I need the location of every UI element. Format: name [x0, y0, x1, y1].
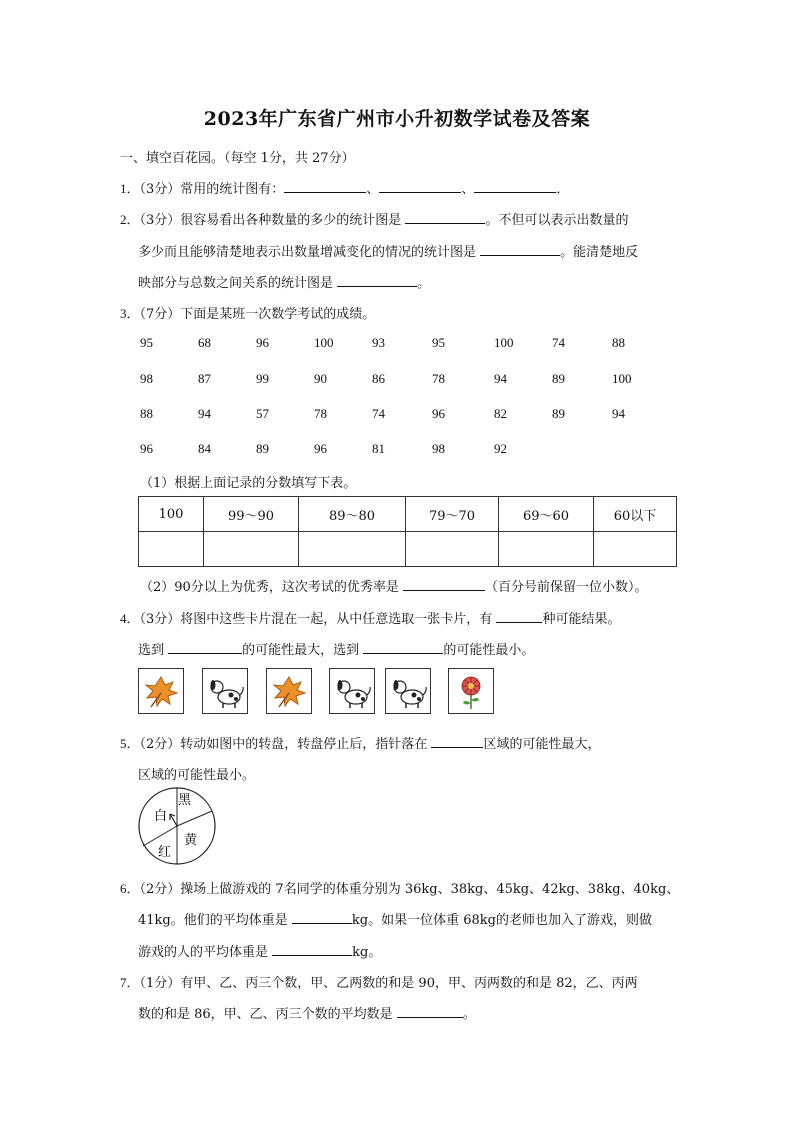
- score-value: 100: [314, 335, 334, 350]
- score-value: 96: [432, 406, 445, 421]
- score-value: 94: [612, 406, 625, 421]
- question-text: 区域的可能性最大，: [483, 737, 601, 752]
- score-value: 94: [198, 406, 211, 421]
- table-header-cell: 100: [139, 497, 204, 532]
- score-value: 93: [372, 335, 385, 350]
- grade-table: [138, 496, 677, 567]
- question-6-line-3: [138, 941, 381, 960]
- question-6-line-2: [138, 909, 652, 928]
- separator: 、: [366, 182, 380, 197]
- answer-blank[interactable]: [292, 909, 352, 924]
- table-answer-cell[interactable]: [406, 532, 499, 567]
- question-text: 。不但可以表示出数量的: [485, 213, 629, 228]
- question-text: 转动如图中的转盘，转盘停止后，指针落在: [180, 737, 428, 752]
- score-value: 74: [552, 335, 565, 350]
- score-value: 88: [612, 335, 625, 350]
- answer-blank[interactable]: [496, 608, 542, 623]
- dog-card: [385, 668, 431, 714]
- question-6-line-1: [120, 878, 679, 897]
- table-header-cell: 79～70: [406, 497, 499, 532]
- answer-blank[interactable]: [337, 272, 417, 287]
- table-header-cell: 99～90: [204, 497, 299, 532]
- question-score: （3分）: [139, 182, 181, 197]
- question-text: 有甲、乙、丙三个数，甲、乙两数的和是 90，甲、丙两数的和是 82，乙、丙两: [180, 976, 638, 991]
- score-value: 89: [552, 406, 565, 421]
- score-value: 78: [432, 371, 445, 386]
- dog-card: [202, 668, 248, 714]
- answer-blank[interactable]: [284, 178, 366, 193]
- question-text: 选到: [138, 643, 165, 658]
- leaf-card: [138, 668, 184, 714]
- score-value: 87: [198, 371, 211, 386]
- question-2-line-1: [120, 209, 628, 228]
- question-number: 7．: [120, 975, 140, 990]
- score-value: 99: [256, 371, 269, 386]
- question-text: kg。如果一位体重 68kg的老师也加入了游戏，则做: [351, 913, 652, 928]
- table-answer-cell[interactable]: [204, 532, 299, 567]
- leaf-icon: [267, 669, 311, 713]
- question-score: （1分）: [139, 976, 181, 991]
- leaf-card: [266, 668, 312, 714]
- question-1: [120, 178, 569, 197]
- question-score: （2分）: [139, 737, 181, 752]
- table-answer-row: [139, 532, 677, 567]
- question-score: （3分）: [139, 213, 181, 228]
- question-4-line-2: [138, 639, 534, 658]
- table-answer-cell[interactable]: [139, 532, 204, 567]
- question-2-line-2: [138, 241, 638, 260]
- answer-blank[interactable]: [474, 178, 556, 193]
- question-text: 下面是某班一次数学考试的成绩。: [180, 307, 376, 322]
- sub-question-1: （1）根据上面记录的分数填写下表。: [140, 476, 357, 491]
- score-value: 89: [552, 371, 565, 386]
- question-text: 的可能性最大，选到: [242, 643, 360, 658]
- dog-icon: [330, 669, 374, 713]
- question-text: 的可能性最小。: [443, 643, 535, 658]
- flower-icon: [449, 669, 493, 713]
- separator: 、: [461, 182, 475, 197]
- end-mark: ．: [556, 182, 570, 197]
- answer-blank[interactable]: [405, 209, 485, 224]
- question-text: 映部分与总数之间关系的统计图是: [138, 276, 334, 291]
- score-value: 81: [372, 441, 385, 456]
- question-number: 6．: [120, 881, 140, 896]
- score-value: 82: [494, 406, 507, 421]
- score-value: 100: [494, 335, 514, 350]
- question-text: 数的和是 86，甲、乙、丙三个数的平均数是: [138, 1007, 393, 1022]
- score-value: 86: [372, 371, 385, 386]
- table-header-row: [139, 497, 677, 532]
- question-score: （3分）: [139, 612, 181, 627]
- answer-blank[interactable]: [272, 941, 352, 956]
- question-5-line-1: [120, 733, 600, 752]
- answer-blank[interactable]: [403, 576, 485, 591]
- score-value: 84: [198, 441, 211, 456]
- table-answer-cell[interactable]: [299, 532, 406, 567]
- question-text: 操场上做游戏的 7名同学的体重分别为 36kg、38kg、45kg、42kg、38kg、40kg、: [180, 882, 680, 897]
- table-answer-cell[interactable]: [499, 532, 594, 567]
- question-text: 常用的统计图有：: [180, 182, 285, 197]
- score-value: 90: [314, 371, 327, 386]
- question-5-line-2: 区域的可能性最小。: [138, 768, 256, 783]
- question-7-line-2: [138, 1003, 476, 1022]
- page-title: 2023年广东省广州市小升初数学试卷及答案: [203, 108, 591, 130]
- question-text: kg。: [352, 945, 382, 960]
- leaf-icon: [139, 669, 183, 713]
- question-text: 将图中这些卡片混在一起，从中任意选取一张卡片，有: [180, 612, 493, 627]
- question-text: （2）90分以上为优秀，这次考试的优秀率是: [140, 580, 399, 595]
- score-value: 95: [140, 335, 153, 350]
- region-label-red: 红: [158, 845, 172, 860]
- score-value: 98: [432, 441, 445, 456]
- table-header-cell: 60以下: [594, 497, 677, 532]
- question-text: 。: [417, 276, 431, 291]
- score-value: 88: [140, 406, 153, 421]
- question-text: 游戏的人的平均体重是: [138, 945, 269, 960]
- question-3: [120, 303, 375, 322]
- score-value: 96: [256, 335, 269, 350]
- question-7-line-1: [120, 972, 638, 991]
- question-2-line-3: [138, 272, 430, 291]
- question-text: （百分号前保留一位小数）。: [484, 580, 648, 595]
- section-heading: 一、填空百花园。（每空 1分，共 27分）: [120, 151, 355, 166]
- question-text: 种可能结果。: [542, 612, 621, 627]
- question-text: 。: [462, 1007, 476, 1022]
- question-number: 4．: [120, 611, 140, 626]
- question-number: 3．: [120, 306, 140, 321]
- score-value: 94: [494, 371, 507, 386]
- question-number: 1．: [120, 181, 140, 196]
- region-label-white: 白: [154, 809, 168, 824]
- region-label-yellow: 黄: [184, 833, 198, 848]
- answer-blank[interactable]: [480, 241, 560, 256]
- score-value: 100: [612, 371, 632, 386]
- answer-blank[interactable]: [363, 639, 443, 654]
- dog-icon: [386, 669, 430, 713]
- score-value: 68: [198, 335, 211, 350]
- answer-blank[interactable]: [379, 178, 461, 193]
- question-text: 很容易看出各种数量的多少的统计图是: [180, 213, 402, 228]
- score-value: 96: [140, 441, 153, 456]
- dog-card: [329, 668, 375, 714]
- question-4-line-1: [120, 608, 620, 627]
- answer-blank[interactable]: [431, 733, 483, 748]
- score-value: 96: [314, 441, 327, 456]
- question-text: 。能清楚地反: [560, 245, 639, 260]
- question-text: 多少而且能够清楚地表示出数量增减变化的情况的统计图是: [138, 245, 477, 260]
- dog-icon: [203, 669, 247, 713]
- answer-blank[interactable]: [397, 1003, 463, 1018]
- table-header-cell: 69～60: [499, 497, 594, 532]
- question-number: 2．: [120, 212, 140, 227]
- question-number: 5．: [120, 736, 140, 751]
- question-text: 41kg。他们的平均体重是: [138, 913, 288, 928]
- table-answer-cell[interactable]: [594, 532, 677, 567]
- score-value: 92: [494, 441, 507, 456]
- score-value: 57: [256, 406, 269, 421]
- spinner-diagram: [136, 786, 218, 866]
- question-score: （7分）: [139, 307, 181, 322]
- score-value: 95: [432, 335, 445, 350]
- region-label-black: 黑: [178, 793, 192, 808]
- flower-card: [448, 668, 494, 714]
- answer-blank[interactable]: [168, 639, 242, 654]
- table-header-cell: 89～80: [299, 497, 406, 532]
- score-value: 89: [256, 441, 269, 456]
- score-value: 78: [314, 406, 327, 421]
- score-value: 98: [140, 371, 153, 386]
- sub-question-2: [140, 576, 647, 595]
- question-score: （2分）: [139, 882, 181, 897]
- score-value: 74: [372, 406, 385, 421]
